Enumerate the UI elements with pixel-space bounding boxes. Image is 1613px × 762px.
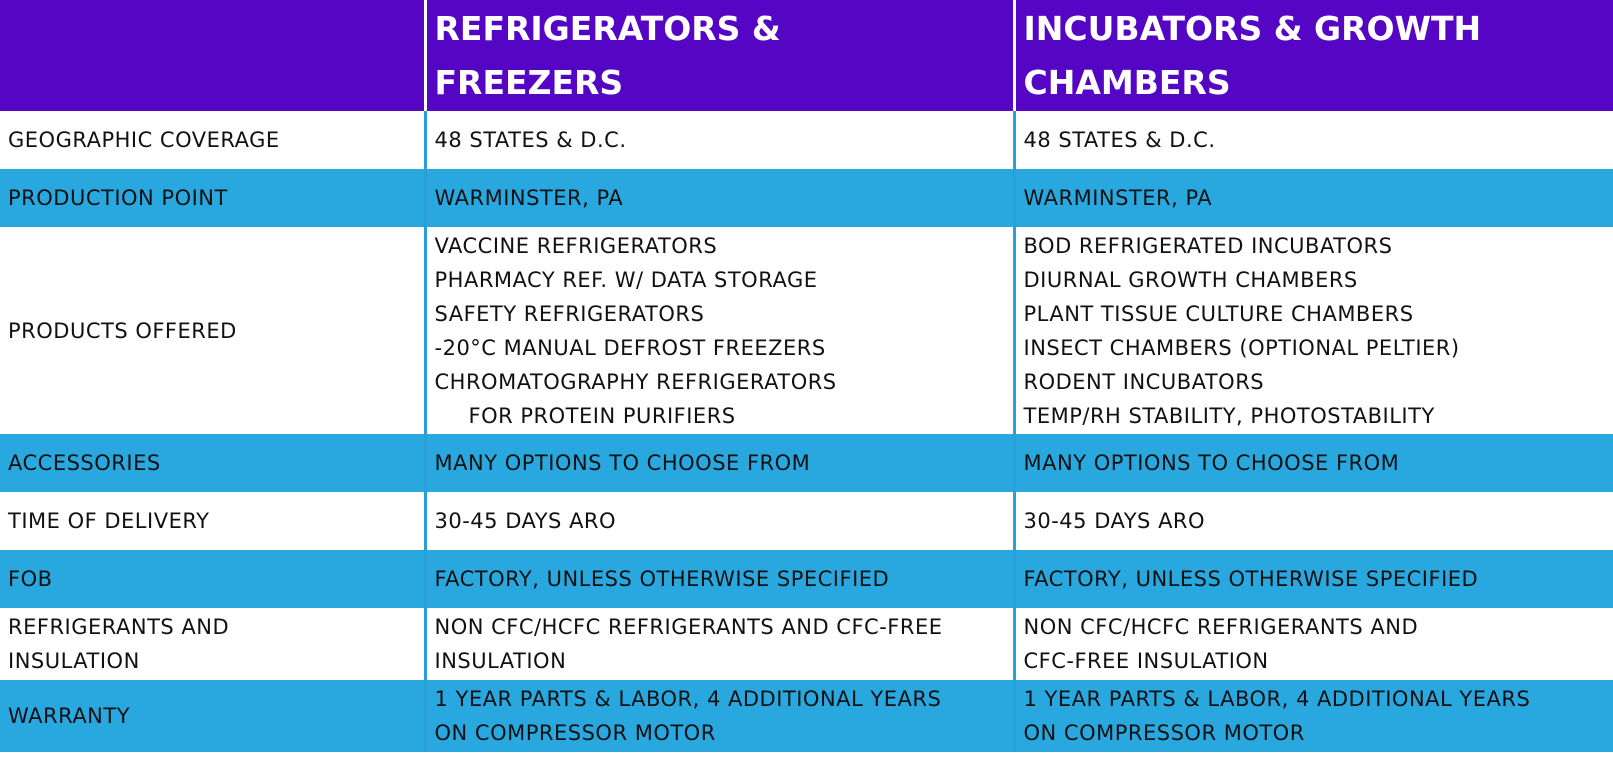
cell-col1: FACTORY, UNLESS OTHERWISE SPECIFIED [425, 550, 1014, 608]
product-item: INSECT CHAMBERS (OPTIONAL PELTIER) [1023, 335, 1460, 360]
product-item: VACCINE REFRIGERATORS [434, 233, 718, 258]
cell-col2 [1014, 680, 1613, 752]
header-incubators-growth-chambers [1014, 0, 1613, 111]
cell-line: ON COMPRESSOR MOTOR [434, 721, 716, 745]
product-item: RODENT INCUBATORS [1023, 369, 1265, 394]
row-label: PRODUCTS OFFERED [0, 227, 425, 434]
row-production-point [0, 169, 1613, 227]
row-label-line: INSULATION [8, 649, 140, 673]
product-item: CHROMATOGRAPHY REFRIGERATORS [434, 369, 837, 394]
row-warranty [0, 680, 1613, 752]
cell-line: 1 YEAR PARTS & LABOR, 4 ADDITIONAL YEARS [434, 687, 942, 711]
row-label: FOB [0, 550, 425, 608]
product-item: FOR PROTEIN PURIFIERS [468, 403, 736, 428]
row-fob [0, 550, 1613, 608]
row-label: WARRANTY [0, 680, 425, 752]
product-item: PHARMACY REF. W/ DATA STORAGE [434, 267, 818, 292]
cell-line: INSULATION [434, 649, 567, 673]
row-label: GEOGRAPHIC COVERAGE [0, 111, 425, 169]
row-geographic-coverage [0, 111, 1613, 169]
cell-col1 [425, 680, 1014, 752]
product-item: BOD REFRIGERATED INCUBATORS [1023, 233, 1393, 258]
cell-line: NON CFC/HCFC REFRIGERANTS AND CFC-FREE [434, 615, 943, 639]
cell-line: NON CFC/HCFC REFRIGERANTS AND [1023, 615, 1419, 639]
cell-line: 1 YEAR PARTS & LABOR, 4 ADDITIONAL YEARS [1023, 687, 1531, 711]
cell-col1: 30-45 DAYS ARO [425, 492, 1014, 550]
header-col2-line: CHAMBERS [1023, 62, 1231, 102]
row-accessories [0, 434, 1613, 492]
cell-col1: WARMINSTER, PA [425, 169, 1014, 227]
cell-col2: WARMINSTER, PA [1014, 169, 1613, 227]
product-item: -20°C MANUAL DEFROST FREEZERS [434, 335, 826, 360]
row-label-line: REFRIGERANTS AND [8, 615, 230, 639]
cell-col2: FACTORY, UNLESS OTHERWISE SPECIFIED [1014, 550, 1613, 608]
header-col1-line: REFRIGERATORS & [434, 8, 781, 48]
header-refrigerators-freezers [425, 0, 1014, 111]
product-item: DIURNAL GROWTH CHAMBERS [1023, 267, 1358, 292]
row-refrigerants-insulation [0, 608, 1613, 680]
cell-col2: 48 STATES & D.C. [1014, 111, 1613, 169]
cell-col2-products [1014, 227, 1613, 434]
cell-col2 [1014, 608, 1613, 680]
cell-line: CFC-FREE INSULATION [1023, 649, 1269, 673]
cell-col1 [425, 608, 1014, 680]
header-empty-cell [0, 0, 425, 111]
row-label: TIME OF DELIVERY [0, 492, 425, 550]
header-row [0, 0, 1613, 111]
cell-col2: 30-45 DAYS ARO [1014, 492, 1613, 550]
cell-col1: 48 STATES & D.C. [425, 111, 1014, 169]
cell-line: ON COMPRESSOR MOTOR [1023, 721, 1305, 745]
cell-col1: MANY OPTIONS TO CHOOSE FROM [425, 434, 1014, 492]
header-col2-line: INCUBATORS & GROWTH [1023, 8, 1482, 48]
product-item: PLANT TISSUE CULTURE CHAMBERS [1023, 301, 1414, 326]
row-label [0, 608, 425, 680]
cell-col2: MANY OPTIONS TO CHOOSE FROM [1014, 434, 1613, 492]
product-item: TEMP/RH STABILITY, PHOTOSTABILITY [1023, 403, 1435, 428]
cell-col1-products [425, 227, 1014, 434]
product-item: SAFETY REFRIGERATORS [434, 301, 705, 326]
row-label: ACCESSORIES [0, 434, 425, 492]
row-time-of-delivery [0, 492, 1613, 550]
row-products-offered [0, 227, 1613, 434]
row-label: PRODUCTION POINT [0, 169, 425, 227]
header-col1-line: FREEZERS [434, 62, 624, 102]
